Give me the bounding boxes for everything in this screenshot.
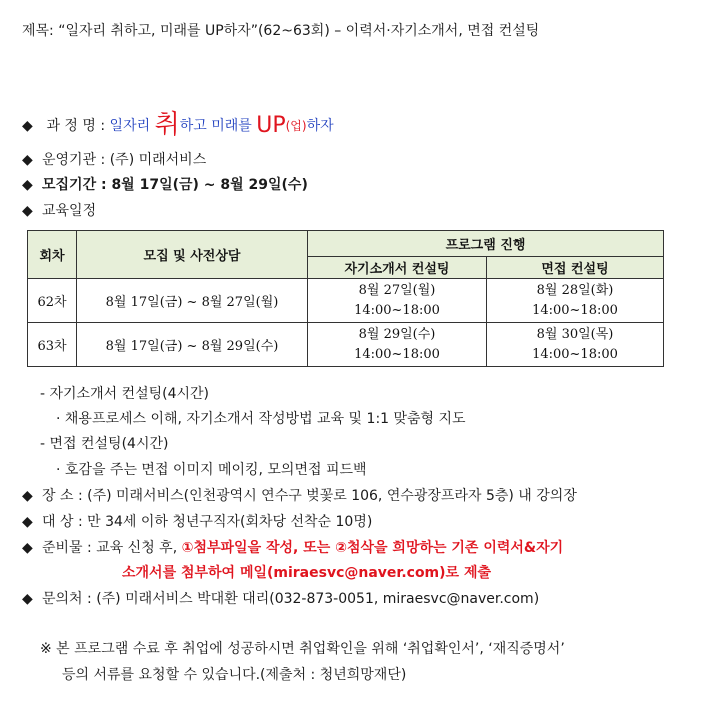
- head-cover: 자기소개서 컨설팅: [308, 257, 487, 279]
- interview-title: - 면접 컨설팅(4시간): [40, 436, 169, 452]
- prep-label: 준비물 : 교육 신청 후,: [42, 540, 182, 556]
- operator-line: [22, 149, 206, 169]
- recruit-period-line: [22, 174, 308, 194]
- row-interview-time: 14:00~18:00: [532, 346, 618, 362]
- head-program: 프로그램 진행: [308, 231, 664, 257]
- row-interview-date: 8월 28일(화): [536, 282, 614, 298]
- target-text: 대 상 : 만 34세 이하 청년구직자(회차당 선착순 10명): [42, 514, 373, 530]
- prep-line: [22, 537, 563, 557]
- head-recruit: 모집 및 사전상담: [77, 231, 308, 279]
- row-interview-date: 8월 30일(목): [536, 326, 614, 342]
- place-line: [22, 485, 577, 505]
- row-cover-time: 14:00~18:00: [354, 302, 440, 318]
- course-label: 과 정 명 :: [46, 118, 106, 134]
- recruit-period-text: 모집기간 : 8월 17일(금) ~ 8월 29일(수): [42, 177, 308, 193]
- cover-desc: · 채용프로세스 이해, 자기소개서 작성방법 교육 및 1:1 맞춤형 지도: [56, 411, 466, 427]
- course-name-line: [22, 110, 334, 140]
- operator-text: 운영기관 : (주) 미래서비스: [42, 152, 207, 168]
- diamond-bullet-icon: ◆: [22, 152, 33, 168]
- row-recruit: 8월 17일(금) ~ 8월 29일(수): [77, 323, 308, 367]
- diamond-bullet-icon: ◆: [22, 540, 33, 556]
- contact-line: [22, 588, 539, 608]
- note-line-1: ※ 본 프로그램 수료 후 취업에 성공하시면 취업확인을 위해 ‘취업확인서’, ‘재직증명서’: [40, 641, 565, 657]
- row-cover-date: 8월 29일(수): [358, 326, 436, 342]
- schedule-table: [27, 230, 664, 367]
- course-name-small: (업): [285, 119, 307, 133]
- diamond-bullet-icon: ◆: [22, 118, 33, 134]
- prep-red-2: 소개서를 첨부하여 메일(miraesvc@naver.com)로 제출: [122, 565, 491, 581]
- diamond-bullet-icon: ◆: [22, 514, 33, 530]
- place-text: 장 소 : (주) 미래서비스(인천광역시 연수구 벚꽃로 106, 연수광장프라자 5층) 내 강의장: [42, 488, 577, 504]
- note-line-2: 등의 서류를 요청할 수 있습니다.(제출처 : 청년희망재단): [62, 667, 407, 683]
- target-line: [22, 511, 372, 531]
- diamond-bullet-icon: ◆: [22, 203, 33, 219]
- row-interview-time: 14:00~18:00: [532, 302, 618, 318]
- cover-title: - 자기소개서 컨설팅(4시간): [40, 386, 210, 402]
- head-interview: 면접 컨설팅: [487, 257, 664, 279]
- course-name-part2: 하고 미래를: [179, 118, 257, 134]
- table-row: [28, 323, 664, 367]
- schedule-label: 교육일정: [42, 203, 97, 219]
- diamond-bullet-icon: ◆: [22, 591, 33, 607]
- prep-red-1: ①첨부파일을 작성, 또는 ②첨삭을 희망하는 기존 이력서&자기: [181, 540, 564, 556]
- diamond-bullet-icon: ◆: [22, 488, 33, 504]
- row-round: 62차: [28, 279, 77, 323]
- table-row: [28, 279, 664, 323]
- row-cover: [308, 323, 487, 367]
- row-interview: [487, 279, 664, 323]
- contact-text: 문의처 : (주) 미래서비스 박대환 대리(032-873-0051, miraesvc@naver.com): [42, 591, 540, 607]
- course-name-up: UP: [256, 113, 286, 138]
- diamond-bullet-icon: ◆: [22, 177, 33, 193]
- row-cover-date: 8월 27일(월): [358, 282, 436, 298]
- row-interview: [487, 323, 664, 367]
- schedule-label-line: [22, 200, 96, 220]
- interview-desc: · 호감을 주는 면접 이미지 메이킹, 모의면접 피드백: [56, 462, 367, 478]
- document-title: 제목: “일자리 취하고, 미래를 UP하자”(62~63회) – 이력서·자기소개서, 면접 컨설팅: [22, 23, 540, 39]
- head-round: 회차: [28, 231, 77, 279]
- row-cover: [308, 279, 487, 323]
- course-name-big: 취: [154, 110, 180, 140]
- course-name-part3: 하자: [306, 118, 334, 134]
- row-round: 63차: [28, 323, 77, 367]
- row-recruit: 8월 17일(금) ~ 8월 27일(월): [77, 279, 308, 323]
- row-cover-time: 14:00~18:00: [354, 346, 440, 362]
- course-name-part1: 일자리: [109, 118, 155, 134]
